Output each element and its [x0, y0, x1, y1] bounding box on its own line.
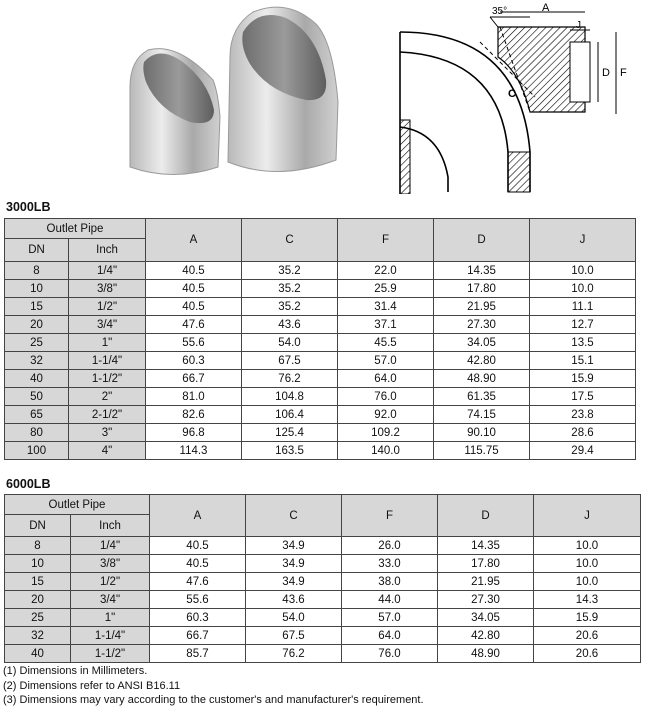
dimension-table-3000lb: [4, 218, 636, 460]
table-cell: 25: [5, 334, 69, 352]
table-row: [5, 573, 641, 591]
table-cell: 34.9: [246, 555, 342, 573]
table-cell: 66.7: [146, 370, 242, 388]
table-cell: 25: [5, 609, 71, 627]
table-cell: 163.5: [242, 442, 338, 460]
section-title-3000lb: 3000LB: [6, 200, 51, 214]
table-cell: 22.0: [338, 262, 434, 280]
table-cell: 1/4": [71, 537, 150, 555]
table-cell: 1-1/2": [69, 370, 146, 388]
table-cell: 1": [71, 609, 150, 627]
table-cell: 20.6: [534, 645, 641, 663]
table-cell: 34.9: [246, 573, 342, 591]
table-cell: 34.05: [438, 609, 534, 627]
table-cell: 27.30: [438, 591, 534, 609]
table-cell: 1-1/4": [69, 352, 146, 370]
table-row: [5, 645, 641, 663]
table-cell: 10.0: [534, 537, 641, 555]
table-cell: 31.4: [338, 298, 434, 316]
column-header: C: [246, 495, 342, 537]
column-header: A: [146, 219, 242, 262]
column-header: DN: [5, 239, 69, 262]
table-cell: 10.0: [534, 555, 641, 573]
table-cell: 3": [69, 424, 146, 442]
dim-a-label: A: [542, 2, 550, 14]
table-cell: 21.95: [438, 573, 534, 591]
table-row: [5, 298, 636, 316]
table-cell: 100: [5, 442, 69, 460]
dimension-table-6000lb: [4, 494, 641, 663]
table-cell: 35.2: [242, 262, 338, 280]
table-row: [5, 627, 641, 645]
dim-f-label: F: [620, 67, 627, 79]
table-row: [5, 316, 636, 334]
product-photo: [118, 2, 358, 192]
column-header: D: [438, 495, 534, 537]
table-cell: 40: [5, 370, 69, 388]
footnote: (3) Dimensions may vary according to the customer's and manufacturer's requirement.: [3, 694, 424, 706]
table-cell: 67.5: [242, 352, 338, 370]
table-row: [5, 442, 636, 460]
dim-j-label: J: [576, 20, 581, 31]
table-cell: 140.0: [338, 442, 434, 460]
table-cell: 32: [5, 352, 69, 370]
table-cell: 20.6: [534, 627, 641, 645]
table-cell: 3/8": [69, 280, 146, 298]
table-cell: 21.95: [434, 298, 530, 316]
column-header: F: [338, 219, 434, 262]
column-header: DN: [5, 515, 71, 537]
table-cell: 15.9: [530, 370, 636, 388]
table-cell: 17.80: [438, 555, 534, 573]
table-cell: 12.7: [530, 316, 636, 334]
table-cell: 76.0: [338, 388, 434, 406]
table-cell: 40.5: [150, 537, 246, 555]
table-cell: 65: [5, 406, 69, 424]
table-row: [5, 352, 636, 370]
table-cell: 125.4: [242, 424, 338, 442]
table-cell: 106.4: [242, 406, 338, 424]
table-cell: 34.05: [434, 334, 530, 352]
table-row: [5, 424, 636, 442]
table-cell: 76.0: [342, 645, 438, 663]
table-cell: 1/2": [71, 573, 150, 591]
table-cell: 10.0: [530, 262, 636, 280]
column-header: Inch: [69, 239, 146, 262]
table-cell: 44.0: [342, 591, 438, 609]
column-header: J: [534, 495, 641, 537]
table-cell: 109.2: [338, 424, 434, 442]
table-cell: 10: [5, 555, 71, 573]
table-cell: 47.6: [150, 573, 246, 591]
column-header: C: [242, 219, 338, 262]
dim-c-label: C: [508, 88, 516, 100]
table-cell: 43.6: [242, 316, 338, 334]
table-cell: 3/4": [69, 316, 146, 334]
table-cell: 96.8: [146, 424, 242, 442]
table-cell: 33.0: [342, 555, 438, 573]
table-cell: 38.0: [342, 573, 438, 591]
table-cell: 17.80: [434, 280, 530, 298]
angle-label: 35°: [492, 6, 508, 17]
table-cell: 92.0: [338, 406, 434, 424]
table-cell: 55.6: [150, 591, 246, 609]
table-cell: 1-1/4": [71, 627, 150, 645]
table-cell: 34.9: [246, 537, 342, 555]
table-cell: 47.6: [146, 316, 242, 334]
table-cell: 2-1/2": [69, 406, 146, 424]
table-cell: 3/4": [71, 591, 150, 609]
table-cell: 40.5: [146, 280, 242, 298]
footnote: (1) Dimensions in Millimeters.: [3, 665, 148, 677]
table-cell: 26.0: [342, 537, 438, 555]
table-cell: 17.5: [530, 388, 636, 406]
outlet-pipe-header: Outlet Pipe: [5, 219, 146, 239]
table-cell: 40.5: [146, 262, 242, 280]
column-header: F: [342, 495, 438, 537]
table-row: [5, 609, 641, 627]
column-header: J: [530, 219, 636, 262]
table-cell: 76.2: [246, 645, 342, 663]
table-cell: 66.7: [150, 627, 246, 645]
table-row: [5, 262, 636, 280]
table-cell: 23.8: [530, 406, 636, 424]
table-cell: 81.0: [146, 388, 242, 406]
table-cell: 54.0: [242, 334, 338, 352]
table-cell: 48.90: [438, 645, 534, 663]
table-cell: 14.3: [534, 591, 641, 609]
table-cell: 15: [5, 298, 69, 316]
table-cell: 27.30: [434, 316, 530, 334]
table-cell: 13.5: [530, 334, 636, 352]
table-cell: 15: [5, 573, 71, 591]
footnotes: [3, 664, 424, 708]
table-cell: 43.6: [246, 591, 342, 609]
table-cell: 60.3: [150, 609, 246, 627]
table-cell: 42.80: [434, 352, 530, 370]
table-cell: 67.5: [246, 627, 342, 645]
section-title-6000lb: 6000LB: [6, 477, 51, 491]
table-cell: 28.6: [530, 424, 636, 442]
small-elbolet-image: [130, 49, 220, 175]
table-cell: 35.2: [242, 280, 338, 298]
table-cell: 40.5: [146, 298, 242, 316]
dim-d-label: D: [602, 67, 610, 79]
table-row: [5, 388, 636, 406]
table-row: [5, 591, 641, 609]
table-cell: 50: [5, 388, 69, 406]
table-cell: 80: [5, 424, 69, 442]
footnote: (2) Dimensions refer to ANSI B16.11: [3, 679, 181, 692]
table-cell: 4": [69, 442, 146, 460]
table-cell: 42.80: [438, 627, 534, 645]
table-cell: 14.35: [434, 262, 530, 280]
table-cell: 115.75: [434, 442, 530, 460]
table-cell: 14.35: [438, 537, 534, 555]
elbolet-diagram: [380, 2, 642, 194]
table-cell: 2": [69, 388, 146, 406]
table-cell: 76.2: [242, 370, 338, 388]
table-cell: 40.5: [150, 555, 246, 573]
outlet-pipe-header: Outlet Pipe: [5, 495, 150, 515]
table-cell: 90.10: [434, 424, 530, 442]
table-cell: 60.3: [146, 352, 242, 370]
table-row: [5, 370, 636, 388]
column-header: D: [434, 219, 530, 262]
table-cell: 20: [5, 591, 71, 609]
column-header: Inch: [71, 515, 150, 537]
table-cell: 37.1: [338, 316, 434, 334]
table-cell: 55.6: [146, 334, 242, 352]
table-cell: 1-1/2": [71, 645, 150, 663]
table-row: [5, 334, 636, 352]
table-cell: 40: [5, 645, 71, 663]
table-cell: 61.35: [434, 388, 530, 406]
table-cell: 10.0: [534, 573, 641, 591]
table-cell: 15.1: [530, 352, 636, 370]
table-row: [5, 406, 636, 424]
table-row: [5, 537, 641, 555]
table-cell: 57.0: [338, 352, 434, 370]
column-header: A: [150, 495, 246, 537]
table-cell: 3/8": [71, 555, 150, 573]
table-cell: 29.4: [530, 442, 636, 460]
table-cell: 8: [5, 537, 71, 555]
table-cell: 54.0: [246, 609, 342, 627]
table-cell: 48.90: [434, 370, 530, 388]
table-cell: 32: [5, 627, 71, 645]
table-cell: 20: [5, 316, 69, 334]
table-cell: 10: [5, 280, 69, 298]
table-cell: 85.7: [150, 645, 246, 663]
table-cell: 104.8: [242, 388, 338, 406]
large-elbolet-image: [228, 7, 338, 171]
table-row: [5, 280, 636, 298]
table-row: [5, 555, 641, 573]
table-cell: 35.2: [242, 298, 338, 316]
table-cell: 74.15: [434, 406, 530, 424]
table-cell: 11.1: [530, 298, 636, 316]
table-cell: 45.5: [338, 334, 434, 352]
table-cell: 10.0: [530, 280, 636, 298]
table-cell: 1/4": [69, 262, 146, 280]
table-cell: 64.0: [342, 627, 438, 645]
table-cell: 57.0: [342, 609, 438, 627]
table-cell: 1": [69, 334, 146, 352]
table-cell: 8: [5, 262, 69, 280]
table-cell: 82.6: [146, 406, 242, 424]
table-cell: 114.3: [146, 442, 242, 460]
table-cell: 25.9: [338, 280, 434, 298]
table-cell: 15.9: [534, 609, 641, 627]
table-cell: 64.0: [338, 370, 434, 388]
table-cell: 1/2": [69, 298, 146, 316]
